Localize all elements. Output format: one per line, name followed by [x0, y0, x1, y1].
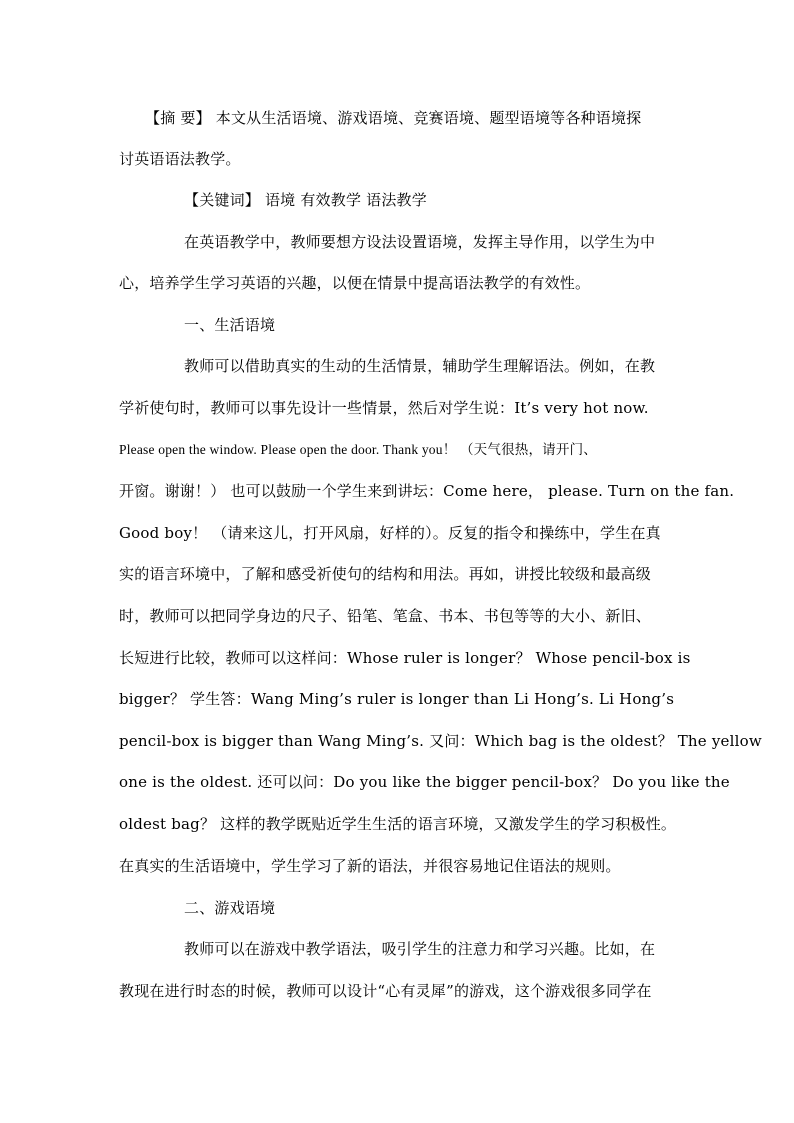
section1-line: 学祈使句时，教师可以事先设计一些情景，然后对学生说：It’s very hot now. [119, 399, 649, 417]
section1-line: 在真实的生活语境中，学生学习了新的语法，并很容易地记住语法的规则。 [119, 857, 621, 875]
abstract-label: 【摘 要】 [145, 109, 211, 127]
section1-heading: 一、生活语境 [184, 316, 276, 334]
section2-heading: 二、游戏语境 [184, 899, 276, 917]
keywords-line [184, 190, 684, 210]
abstract-text: 本文从生活语境、游戏语境、竞赛语境、题型语境等各种语境探 [215, 109, 642, 127]
section1-line: Please open the window. Please open the door. Thank you！ （天气很热，请开门、 [119, 442, 597, 457]
intro-line-2: 心，培养学生学习英语的兴趣，以便在情景中提高语法教学的有效性。 [119, 274, 591, 292]
keywords-text: 语境 有效教学 语法教学 [264, 191, 427, 209]
section1-line: bigger？ 学生答：Wang Ming’s ruler is longer than Li Hong’s. Li Hong’s [119, 690, 675, 708]
section2-line: 教师可以在游戏中教学语法，吸引学生的注意力和学习兴趣。比如，在 [184, 940, 656, 958]
section1-line: 实的语言环境中，了解和感受祈使句的结构和用法。再如，讲授比较级和最高级 [119, 565, 652, 583]
keywords-label: 【关键词】 [184, 191, 261, 209]
intro-line-1: 在英语教学中，教师要想方设法设置语境，发挥主导作用，以学生为中 [184, 233, 656, 251]
section1-line: 长短进行比较，教师可以这样问：Whose ruler is longer？ Whose pencil-box is [119, 649, 691, 667]
section1-line: 教师可以借助真实的生动的生活情景，辅助学生理解语法。例如，在教 [184, 357, 656, 375]
section1-line: pencil-box is bigger than Wang Ming’s. 又问：Which bag is the oldest？ The yellow [119, 732, 762, 750]
section2-line: 教现在进行时态的时候，教师可以设计“心有灵犀”的游戏，这个游戏很多同学在 [119, 982, 652, 1000]
abstract-line-2: 讨英语语法教学。 [119, 150, 241, 168]
abstract-line-1 [145, 108, 685, 128]
section1-line: 时，教师可以把同学身边的尺子、铅笔、笔盒、书本、书包等等的大小、新旧、 [119, 607, 652, 625]
section1-line: oldest bag？ 这样的教学既贴近学生生活的语言环境，又激发学生的学习积极性。 [119, 815, 677, 833]
section1-line: one is the oldest. 还可以问：Do you like the bigger pencil-box？ Do you like the [119, 773, 730, 791]
section1-line: Good boy！ （请来这儿，打开风扇，好样的）。反复的指令和操练中，学生在真 [119, 524, 661, 542]
section1-line: 开窗。谢谢！） 也可以鼓励一个学生来到讲坛：Come here， please. Turn on the fan. [119, 482, 735, 500]
